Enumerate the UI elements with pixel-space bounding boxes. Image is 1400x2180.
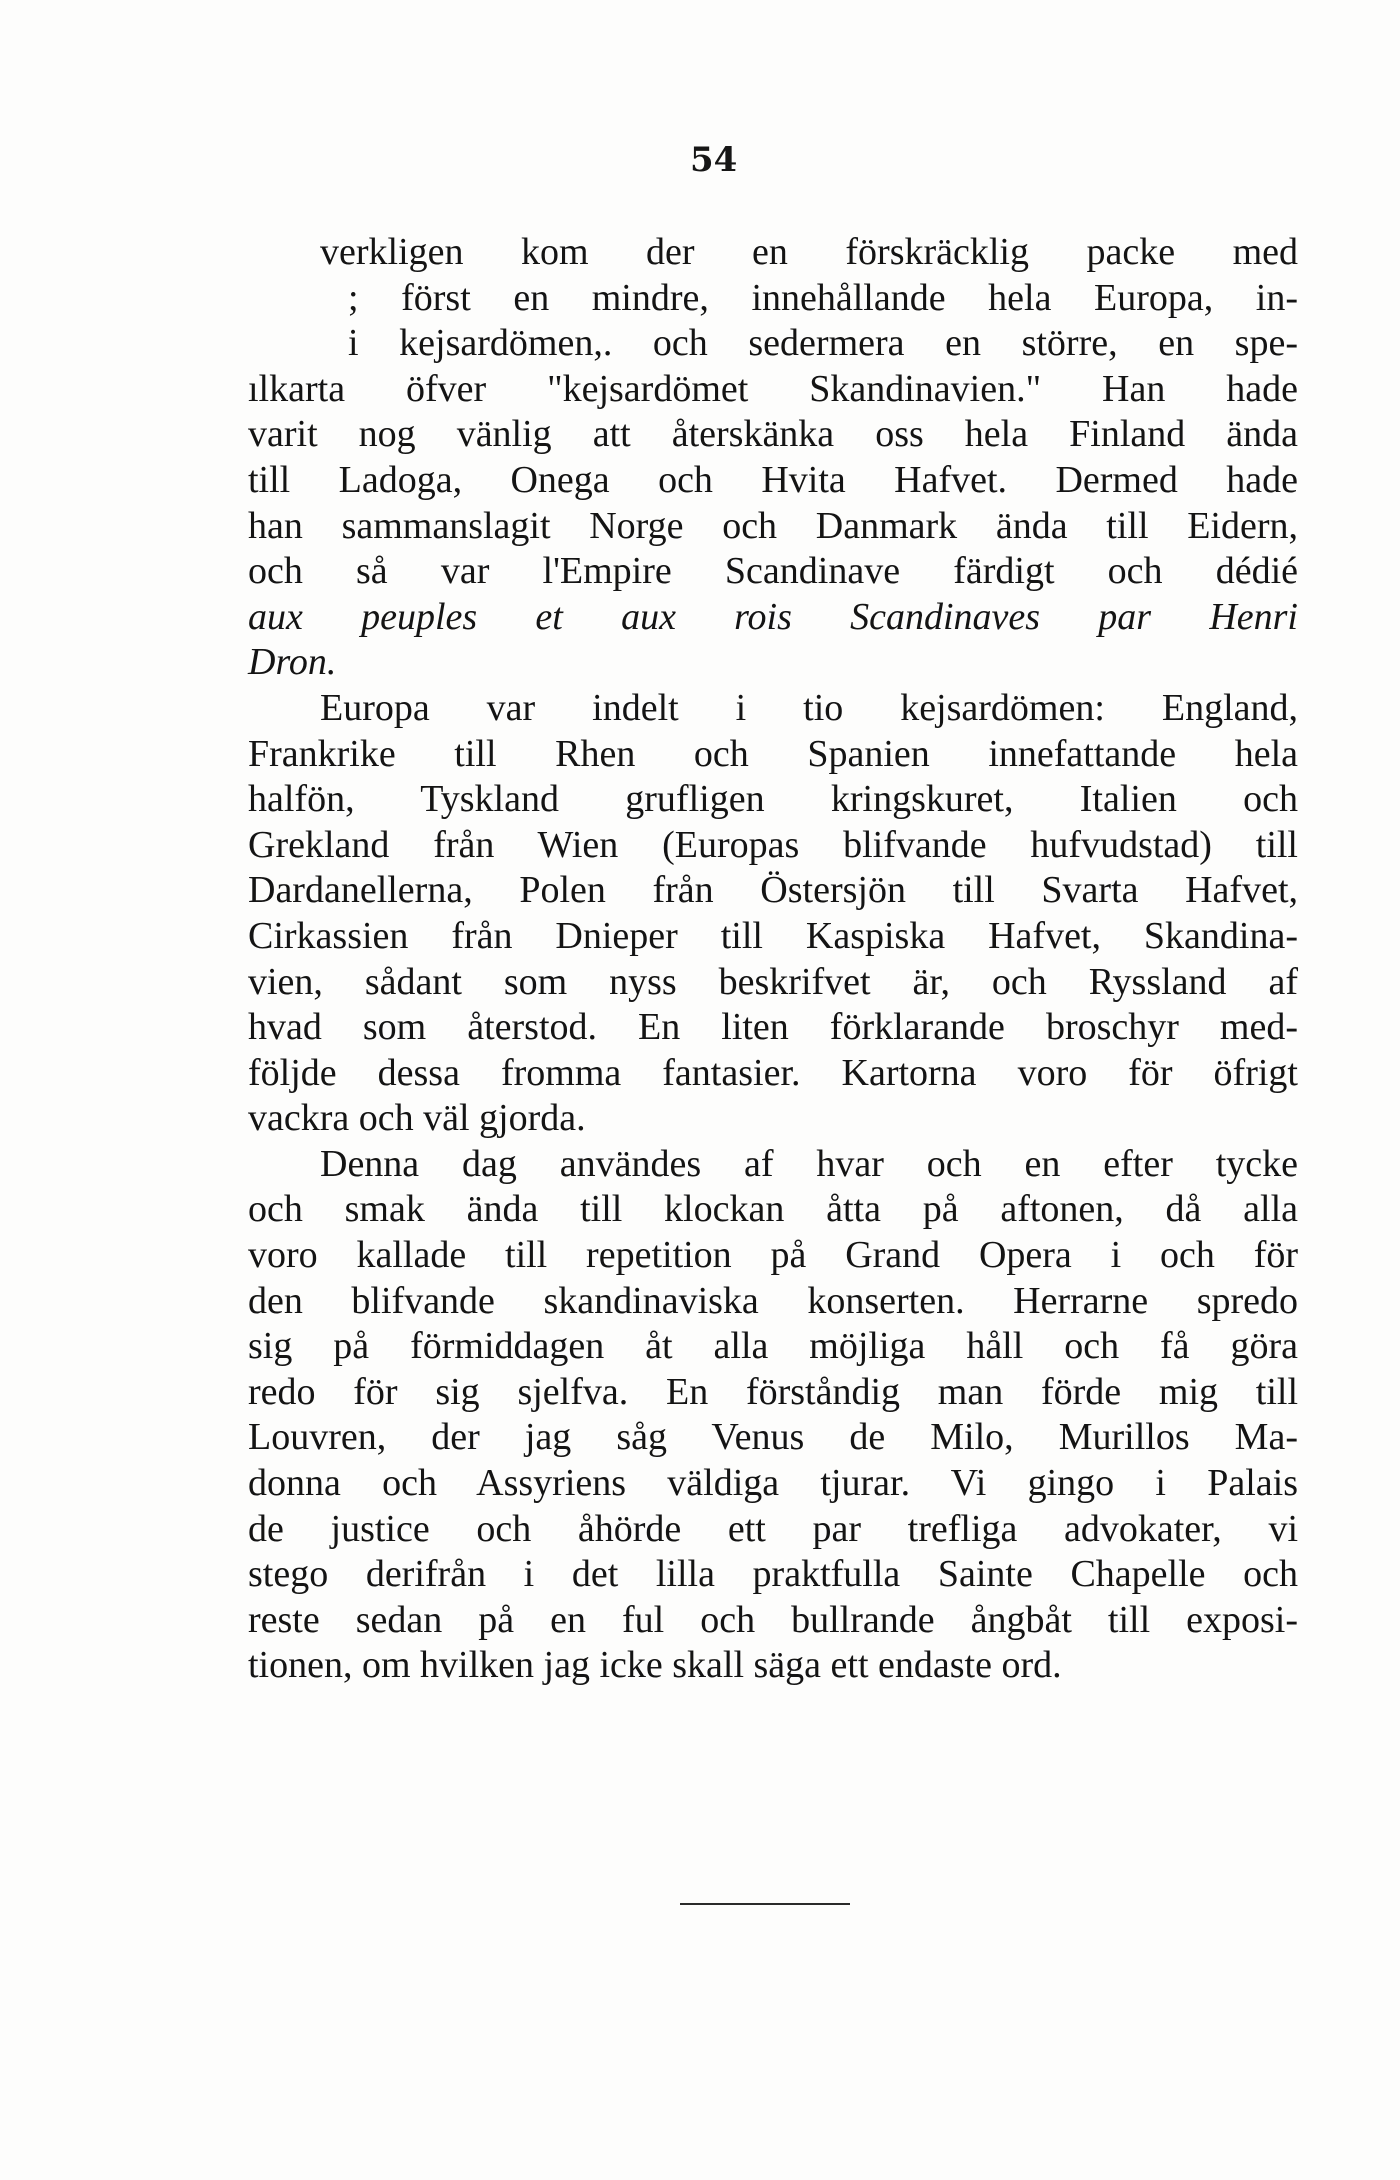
- text-line: hvad som återstod. En liten förklarande broschyr med-: [248, 1006, 1298, 1049]
- text-line: aux peuples et aux rois Scandinaves par Henri: [248, 595, 1298, 638]
- text-line: Louvren, der jag såg Venus de Milo, Murillos Ma-: [248, 1416, 1298, 1459]
- page-number: 54: [690, 140, 738, 180]
- text-line: Denna dag användes af hvar och en efter tycke: [320, 1142, 1298, 1185]
- text-line: verkligen kom der en förskräcklig packe med: [320, 231, 1298, 273]
- text-line: sig på förmiddagen åt alla möjliga håll och få göra: [248, 1325, 1298, 1368]
- text-line: de justice och åhörde ett par trefliga advokater, vi: [248, 1507, 1298, 1550]
- text-line: han sammanslagit Norge och Danmark ända till Eidern,: [248, 504, 1298, 547]
- text-line: till Ladoga, Onega och Hvita Hafvet. Dermed hade: [248, 458, 1298, 501]
- text-line: redo för sig sjelfva. En förståndig man förde mig till: [248, 1370, 1298, 1413]
- text-line: Dron.: [248, 641, 337, 684]
- text-line: Dardanellerna, Polen från Östersjön till Svarta Hafvet,: [248, 869, 1298, 912]
- text-line: och så var l'Empire Scandinave färdigt och dédié: [248, 550, 1298, 593]
- text-line: följde dessa fromma fantasier. Kartorna voro för öfrigt: [248, 1051, 1298, 1094]
- text-line: stego derifrån i det lilla praktfulla Sainte Chapelle och: [248, 1553, 1298, 1596]
- text-line: den blifvande skandinaviska konserten. Herrarne spredo: [248, 1279, 1298, 1322]
- text-line: voro kallade till repetition på Grand Opera i och för: [248, 1234, 1298, 1277]
- text-line: vackra och väl gjorda.: [248, 1097, 586, 1140]
- text-line: Frankrike till Rhen och Spanien innefattande hela: [248, 732, 1298, 775]
- body-text: [248, 230, 1298, 1689]
- text-line: i kejsardömen,. och sedermera en större, en spe-: [348, 322, 1298, 365]
- text-line: ılkarta öfver "kejsardömet Skandinavien." Han hade: [248, 367, 1298, 410]
- text-line: donna och Assyriens väldiga tjurar. Vi gingo i Palais: [248, 1462, 1298, 1505]
- section-separator-rule: [680, 1903, 850, 1905]
- text-line: vien, sådant som nyss beskrifvet är, och Ryssland af: [248, 960, 1298, 1003]
- text-line: varit nog vänlig att återskänka oss hela Finland ända: [248, 413, 1298, 456]
- text-line: Grekland från Wien (Europas blifvande hufvudstad) till: [248, 823, 1298, 866]
- text-line: tionen, om hvilken jag icke skall säga ett endaste ord.: [248, 1644, 1062, 1687]
- text-line: Cirkassien från Dnieper till Kaspiska Hafvet, Skandina-: [248, 914, 1298, 957]
- text-line: och smak ända till klockan åtta på aftonen, då alla: [248, 1188, 1298, 1231]
- text-line: halfön, Tyskland grufligen kringskuret, Italien och: [248, 778, 1298, 821]
- text-line: reste sedan på en ful och bullrande ångbåt till exposi-: [248, 1598, 1298, 1641]
- text-line: ; först en mindre, innehållande hela Europa, in-: [348, 276, 1298, 319]
- text-line: Europa var indelt i tio kejsardömen: England,: [320, 686, 1298, 729]
